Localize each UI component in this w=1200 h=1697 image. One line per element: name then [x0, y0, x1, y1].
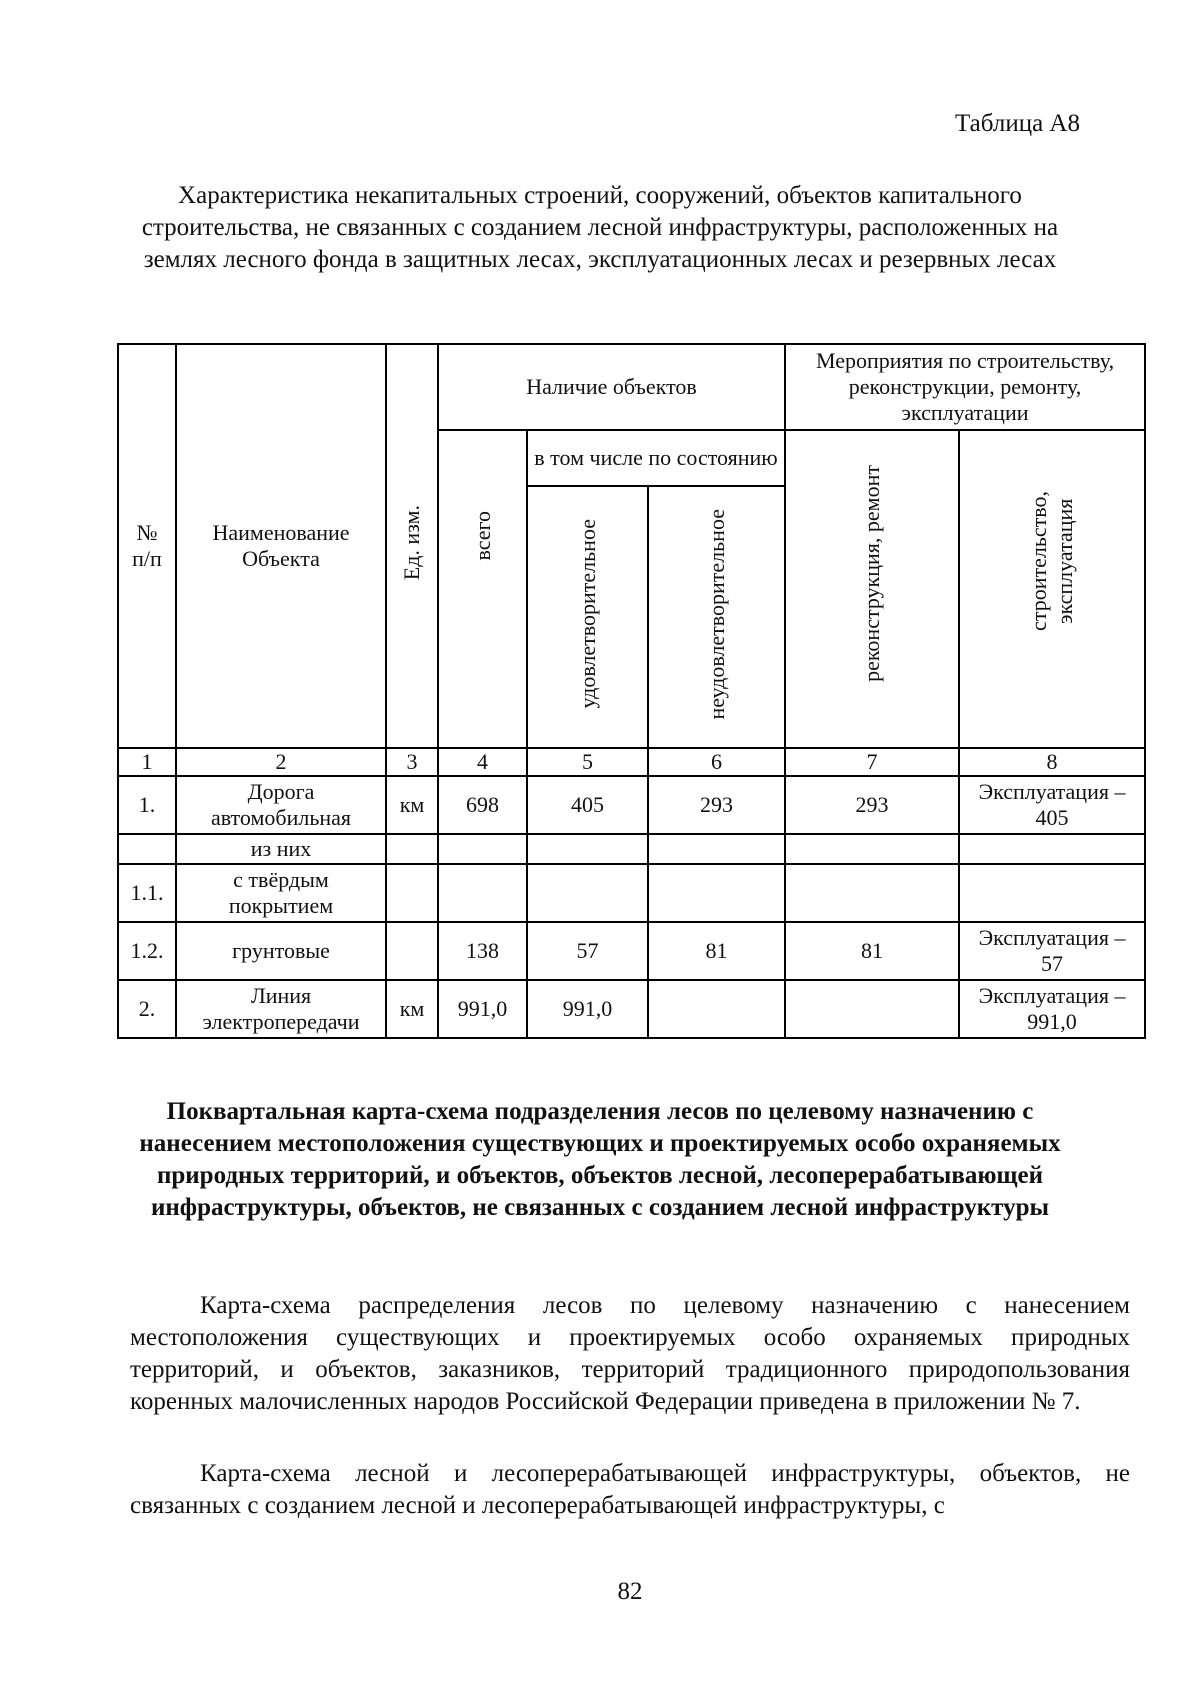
- cell-reconstruction: 293: [785, 776, 959, 834]
- data-table: [117, 343, 1146, 1039]
- cell-unsatisfactory: [648, 864, 785, 922]
- cell-reconstruction: [785, 864, 959, 922]
- header-name: Наименование Объекта: [176, 344, 386, 748]
- cell-construction: Эксплуатация – 405: [959, 776, 1145, 834]
- header-unit-text: Ед. изм.: [399, 505, 424, 581]
- table-row: [118, 922, 1145, 980]
- cell-unsatisfactory: 293: [648, 776, 785, 834]
- column-number: 7: [785, 748, 959, 776]
- header-total: [438, 430, 527, 748]
- table-row: [118, 980, 1145, 1038]
- header-reconstruction: [785, 430, 959, 748]
- cell-unsatisfactory: [648, 980, 785, 1038]
- cell-construction: [959, 834, 1145, 864]
- header-unsatisfactory-text: неудовлетворительное: [703, 508, 729, 720]
- cell-construction: Эксплуатация – 57: [959, 922, 1145, 980]
- cell-num: 2.: [118, 980, 176, 1038]
- column-number: 2: [176, 748, 386, 776]
- cell-num: 1.1.: [118, 864, 176, 922]
- header-satisfactory: [527, 486, 648, 748]
- table-title: Характеристика некапитальных строений, сооружений, объектов капитального строительства, не связанных с созданием лесной инфраструктуры, расположенных на землях лесного фонда в защитных лесах, эксплуатационных лесах и резервных лесах: [141, 182, 1059, 273]
- header-construction-line1: строительство,: [1026, 491, 1052, 631]
- header-reconstruction-text: реконструкция, ремонт: [859, 464, 885, 682]
- table-label: Таблица А8: [955, 110, 1080, 137]
- header-satisfactory-text: удовлетворительное: [574, 519, 600, 709]
- cell-name: грунтовые: [176, 922, 386, 980]
- cell-satisfactory: 405: [527, 776, 648, 834]
- cell-reconstruction: [785, 834, 959, 864]
- header-measures: Мероприятия по строительству, реконструкции, ремонту, эксплуатации: [785, 344, 1145, 430]
- cell-unit: км: [386, 980, 438, 1038]
- header-num: № п/п: [118, 344, 176, 748]
- column-number: 8: [959, 748, 1145, 776]
- header-by-condition: в том числе по состоянию: [527, 430, 785, 486]
- header-total-text: всего: [469, 511, 495, 561]
- cell-construction: Эксплуатация – 991,0: [959, 980, 1145, 1038]
- cell-unit: [386, 922, 438, 980]
- cell-reconstruction: [785, 980, 959, 1038]
- paragraph: Карта-схема лесной и лесоперерабатывающей инфраструктуры, объектов, не связанных с созданием лесной и лесоперерабатывающей инфраструктуры, с: [130, 1460, 1130, 1519]
- cell-unsatisfactory: [648, 834, 785, 864]
- cell-reconstruction: 81: [785, 922, 959, 980]
- cell-total: [438, 834, 527, 864]
- cell-satisfactory: 991,0: [527, 980, 648, 1038]
- cell-satisfactory: [527, 864, 648, 922]
- cell-num: 1.2.: [118, 922, 176, 980]
- header-construction: [959, 430, 1145, 748]
- header-availability: Наличие объектов: [438, 344, 785, 430]
- page-number: 82: [617, 1578, 643, 1605]
- section-title: Поквартальная карта-схема подразделения лесов по целевому назначению с нанесением местоположения существующих и проектируемых особо охраняемых природных территорий, и объектов, объектов лесной, лесоперерабатывающей инфраструктуры, объектов, не связанных с созданием лесной инфраструктуры: [139, 1098, 1061, 1221]
- column-number: 1: [118, 748, 176, 776]
- table-row: [118, 864, 1145, 922]
- cell-unsatisfactory: 81: [648, 922, 785, 980]
- cell-total: [438, 864, 527, 922]
- paragraph: Карта-схема распределения лесов по целевому назначению с нанесением местоположения существующих и проектируемых особо охраняемых природных территорий, и объектов, заказников, территорий традиционного природопользования коренных малочисленных народов Российской Федерации приведена в приложении № 7.: [130, 1292, 1130, 1415]
- column-number: 6: [648, 748, 785, 776]
- cell-satisfactory: [527, 834, 648, 864]
- header-construction-text: [1026, 491, 1078, 631]
- cell-unit: [386, 864, 438, 922]
- cell-name: Дорога автомобильная: [176, 776, 386, 834]
- table-row: [118, 834, 1145, 864]
- cell-unit: [386, 834, 438, 864]
- cell-unit: км: [386, 776, 438, 834]
- cell-name: из них: [176, 834, 386, 864]
- cell-name: с твёрдым покрытием: [176, 864, 386, 922]
- header-construction-line2: эксплуатация: [1052, 498, 1078, 624]
- cell-total: 991,0: [438, 980, 527, 1038]
- column-number-row: [118, 748, 1145, 776]
- column-number: 3: [386, 748, 438, 776]
- cell-name: Линия электропередачи: [176, 980, 386, 1038]
- column-number: 5: [527, 748, 648, 776]
- cell-total: 698: [438, 776, 527, 834]
- cell-satisfactory: 57: [527, 922, 648, 980]
- column-number: 4: [438, 748, 527, 776]
- cell-construction: [959, 864, 1145, 922]
- header-unsatisfactory: [648, 486, 785, 748]
- table-row: [118, 776, 1145, 834]
- cell-num: [118, 834, 176, 864]
- cell-num: 1.: [118, 776, 176, 834]
- header-unit: [386, 344, 438, 748]
- cell-total: 138: [438, 922, 527, 980]
